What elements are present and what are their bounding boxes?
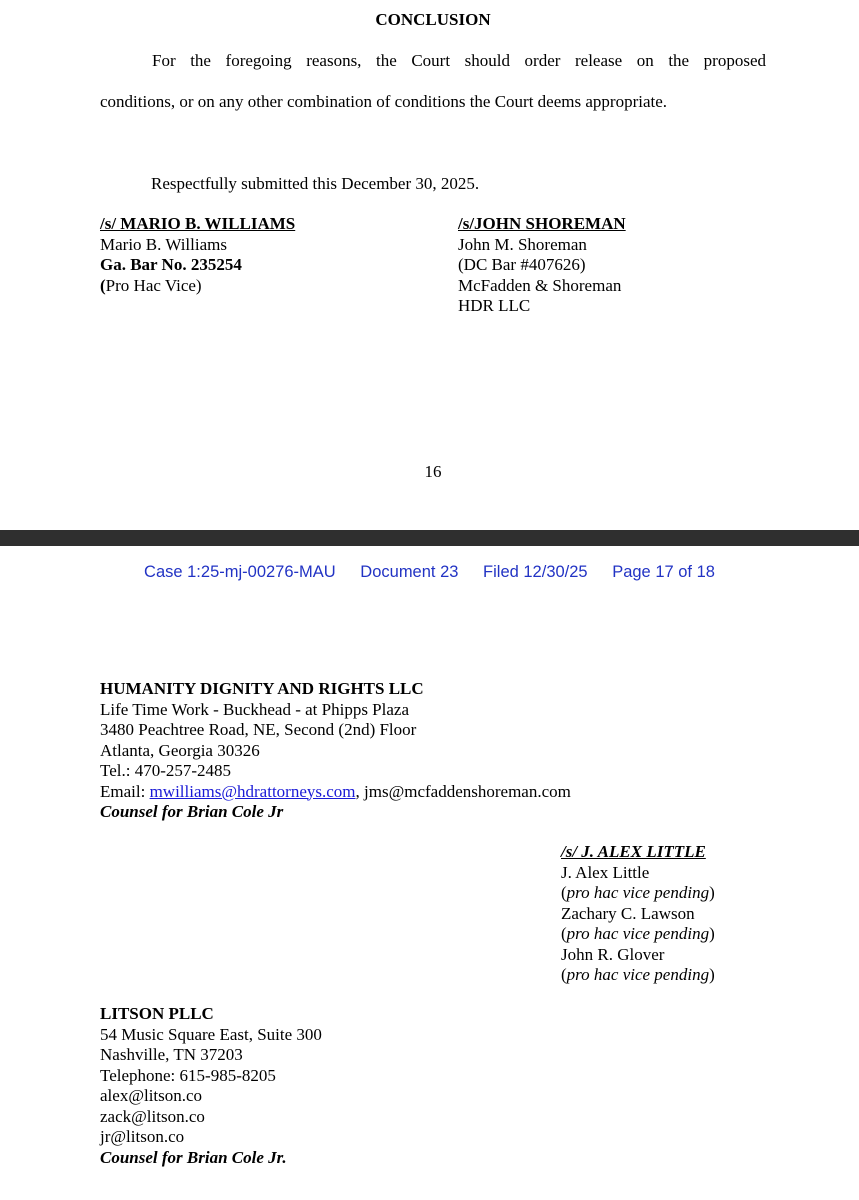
section-heading: CONCLUSION [375,10,491,29]
address-line-1: 54 Music Square East, Suite 300 [100,1024,322,1044]
ecf-header [0,563,859,582]
pro-hac-vice-note: (Pro Hac Vice) [100,275,202,295]
attorney-name-3: John R. Glover [561,944,665,964]
email-line: Email: mwilliams@hdrattorneys.com, jms@mcfaddenshoreman.com [100,781,571,801]
bar-number: (DC Bar #407626) [458,255,586,274]
signature-block-little [561,842,715,986]
signature-block-shoreman [458,214,626,317]
telephone: Tel.: 470-257-2485 [100,761,232,780]
page-17 [0,546,859,1200]
firm-name: HUMANITY DIGNITY AND RIGHTS LLC [100,679,424,698]
bar-number: Ga. Bar No. 235254 [100,255,242,274]
hdr-contact-block [100,679,571,823]
email-link[interactable]: mwilliams@hdrattorneys.com [149,781,356,801]
attorney-name: Mario B. Williams [100,234,227,254]
email-1: alex@litson.co [100,1086,203,1105]
email-3: jr@litson.co [100,1127,185,1146]
counsel-for: Counsel for Brian Cole Jr. [100,1147,287,1167]
conclusion-paragraph [100,40,766,122]
submitted-date: Respectfully submitted this December 30, 2025. [151,174,480,193]
signature-line: /s/ J. ALEX LITTLE [561,842,706,861]
firm-name-2: HDR LLC [458,296,531,315]
address-line-1: Life Time Work - Buckhead - at Phipps Plaza [100,699,409,719]
firm-name: McFadden & Shoreman [458,275,622,295]
address-line-3: Atlanta, Georgia 30326 [100,740,260,760]
case-number: Case 1:25-mj-00276-MAU [144,563,336,581]
filed-date: Filed 12/30/25 [483,563,588,581]
telephone: Telephone: 615-985-8205 [100,1065,276,1085]
email-2: zack@litson.co [100,1106,205,1126]
page-16 [0,0,859,530]
signature-line: /s/JOHN SHOREMAN [458,214,626,233]
signature-block-williams [100,214,295,296]
pro-hac-note-3: (pro hac vice pending) [561,965,715,984]
page-divider [0,530,859,546]
page-number: 16 [424,462,442,481]
firm-name: LITSON PLLC [100,1004,214,1023]
pro-hac-note-1: (pro hac vice pending) [561,883,715,902]
litson-contact-block [100,1004,322,1168]
attorney-name-1: J. Alex Little [561,862,650,882]
document-number: Document 23 [360,563,459,581]
attorney-name: John M. Shoreman [458,234,587,254]
counsel-for: Counsel for Brian Cole Jr [100,802,284,821]
signature-line: /s/ MARIO B. WILLIAMS [100,214,296,233]
page-count: Page 17 of 18 [612,563,715,581]
address-line-2: 3480 Peachtree Road, NE, Second (2nd) Floor [100,720,417,739]
paragraph-line-2: conditions, or on any other combination of conditions the Court deems appropriate. [100,92,668,111]
address-line-2: Nashville, TN 37203 [100,1045,243,1064]
attorney-name-2: Zachary C. Lawson [561,903,695,923]
paragraph-line-1: For the foregoing reasons, the Court should order release on the proposed [152,51,766,70]
pro-hac-note-2: (pro hac vice pending) [561,924,715,943]
